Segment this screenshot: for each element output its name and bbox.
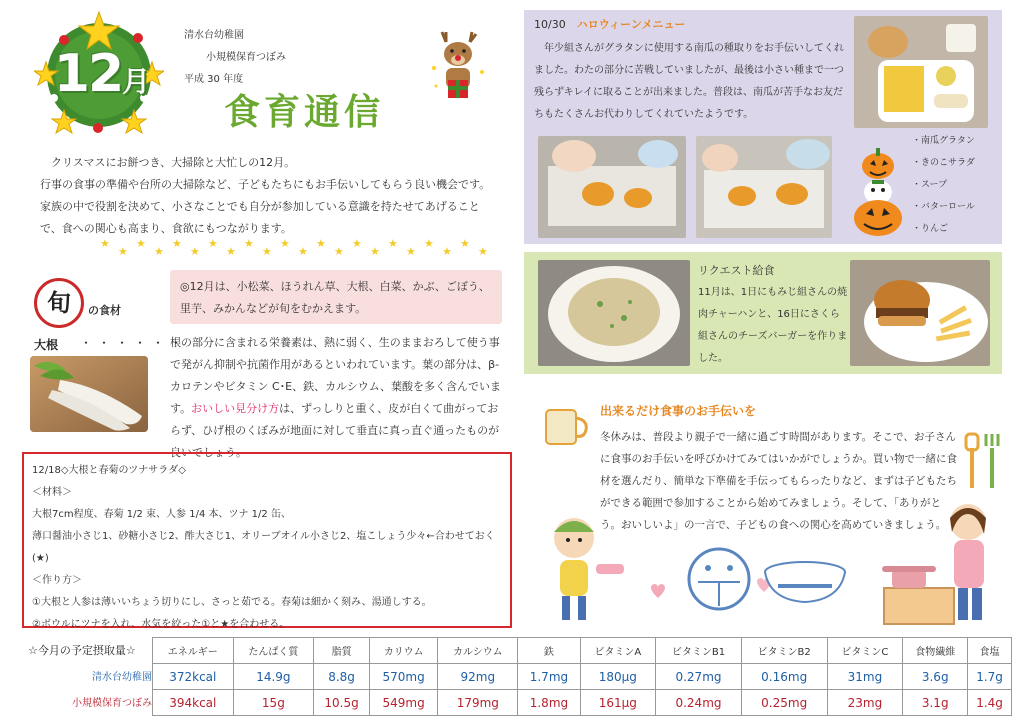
star-icon: ★ <box>244 238 254 250</box>
nutrient-header: エネルギー <box>153 638 234 664</box>
year-label: 平成 30 年度 <box>184 74 244 85</box>
nutrient-value: 394kcal <box>153 690 234 716</box>
halloween-section <box>524 10 1002 244</box>
mother-cooking-icon <box>878 500 1008 626</box>
intro-line: クリスマスにお餅つき、大掃除と大忙しの12月。 <box>40 156 296 169</box>
recipe-step: ②ボウルにツナを入れ、水気を絞った①と★を合わせる。 <box>32 619 290 630</box>
nutrient-value: 0.24mg <box>656 690 742 716</box>
nutrient-value: 1.8mg <box>518 690 580 716</box>
nutrient-value: 3.6g <box>903 664 968 690</box>
reindeer-icon <box>428 28 490 104</box>
star-icon: ★ <box>280 238 290 250</box>
school-name: 清水台幼稚園 <box>184 30 244 41</box>
page-title: 食育通信 <box>224 91 385 133</box>
nutrient-header: ビタミンA <box>580 638 656 664</box>
star-icon: ★ <box>226 245 236 258</box>
daikon-dots: ・・・・・・ <box>80 336 189 350</box>
table-row <box>153 690 1012 716</box>
nutrient-value: 0.25mg <box>741 690 827 716</box>
nutrient-header: ビタミンC <box>827 638 903 664</box>
recipe-materials-heading: ＜材料＞ <box>32 487 72 498</box>
star-icon: ★ <box>298 245 308 258</box>
nutrient-header: 脂質 <box>314 638 370 664</box>
seasonal-kanji-badge: 旬 <box>34 278 84 328</box>
pumpkin-seed-photo <box>538 136 686 238</box>
menu-item: ・南瓜グラタン <box>912 136 975 146</box>
menu-item: ・りんご <box>912 224 949 234</box>
nutrient-value: 15g <box>233 690 314 716</box>
row-label-nursery: 小規模保育つぼみ <box>72 698 152 709</box>
nutrient-value: 1.7mg <box>518 664 580 690</box>
row-label-kindergarten: 清水台幼稚園 <box>92 672 152 683</box>
nutrient-value: 180μg <box>580 664 656 690</box>
star-icon: ★ <box>406 245 416 258</box>
nutrient-header: 食塩 <box>968 638 1012 664</box>
help-body: 冬休みは、普段より親子で一緒に過ごす時間があります。そこで、お子さんに食事のお手伝いを呼びかけてみてはいかがでしょうか。買い物で一緒に食材を選んだり、簡単な下準備を手伝ってもらったりなど、まずは子どもたちができる範囲で参加することから始めてみましょう。そして、「ありがとう。おいしいよ」の一言で、子どもの食への関心を高めていきましょう。 <box>600 431 957 531</box>
star-icon: ★ <box>190 245 200 258</box>
seasonal-label: の食材 <box>88 304 121 317</box>
nutrient-value: 10.5g <box>314 690 370 716</box>
nutrient-header: 鉄 <box>518 638 580 664</box>
stars-decoration <box>92 238 492 264</box>
nutrient-value: 1.4g <box>968 690 1012 716</box>
nutrient-value: 8.8g <box>314 664 370 690</box>
intro-line: で、食への関心も高まり、食欲にもつながります。 <box>40 222 292 235</box>
daikon-highlight: おいしい見分け方 <box>191 402 280 415</box>
nutrient-value: 372kcal <box>153 664 234 690</box>
daikon-text-tail: は、ずっしりと重く、皮が白くて曲がっておらず、ひげ根のくぼみが地面に対して垂直に真っ直ぐ通ったものが良いでしょう。 <box>170 402 500 459</box>
table-header-row <box>153 638 1012 664</box>
nutrient-value: 0.16mg <box>741 664 827 690</box>
star-icon: ★ <box>478 245 488 258</box>
recipe-steps-heading: ＜作り方＞ <box>32 575 82 586</box>
nutrient-value: 14.9g <box>233 664 314 690</box>
star-icon: ★ <box>424 238 434 250</box>
daikon-description <box>170 332 506 464</box>
divided-plate-icon <box>686 546 752 612</box>
daikon-photo <box>30 356 148 432</box>
recipe-step: ①大根と人参は薄いいちょう切りにし、さっと茹でる。春菊は細かく刻み、湯通しする。 <box>32 597 432 608</box>
recipe-box <box>22 452 512 628</box>
nutrient-value: 570mg <box>370 664 438 690</box>
utensils-icon <box>962 430 1006 490</box>
request-lunch-section <box>524 252 1002 374</box>
star-icon: ★ <box>208 238 218 250</box>
cheeseburger-photo <box>850 260 990 366</box>
nutrient-value: 23mg <box>827 690 903 716</box>
star-icon: ★ <box>388 238 398 250</box>
nursery-name: 小規模保育つぼみ <box>206 52 286 63</box>
menu-item: ・スープ <box>912 180 948 190</box>
daikon-label: 大根 <box>34 338 59 352</box>
star-icon: ★ <box>334 245 344 258</box>
recipe-title: 12/18◇大根と春菊のツナサラダ◇ <box>32 465 186 476</box>
intro-line: 行事の食事の準備や台所の大掃除など、子どもたちにもお手伝いしてもらう良い機会です。 <box>40 178 491 191</box>
fried-rice-photo <box>538 260 690 366</box>
star-icon: ★ <box>100 238 110 250</box>
star-icon: ★ <box>118 245 128 258</box>
request-title: リクエスト給食 <box>698 264 775 277</box>
star-icon: ★ <box>460 238 470 250</box>
recipe-material-line: 大根7cm程度、春菊 1/2 束、人参 1/4 本、ツナ 1/2 缶、 <box>32 509 291 520</box>
nutrient-value: 161μg <box>580 690 656 716</box>
intro-paragraph <box>40 152 500 240</box>
nutrient-header: 食物繊維 <box>903 638 968 664</box>
menu-item: ・バターロール <box>912 202 975 212</box>
star-icon: ★ <box>154 245 164 258</box>
nutrient-value: 549mg <box>370 690 438 716</box>
nutrient-header: カルシウム <box>438 638 518 664</box>
halloween-title: 10/30 ハロウィーンメニュー <box>534 18 686 31</box>
nutrient-value: 179mg <box>438 690 518 716</box>
seasonal-info-box <box>170 270 502 324</box>
star-icon: ★ <box>370 245 380 258</box>
help-title: 出来るだけ食事のお手伝いを <box>600 404 757 418</box>
halloween-body: 年少組さんがグラタンに使用する南瓜の種取りをお手伝いしてくれました。わたの部分に苦戦していましたが、最後は小さい種まで一つ残らずキレイに取ることが出来ました。普段は、南瓜が苦手なお友だちもたくさんお代わりしてくれていたようです。 <box>534 43 844 120</box>
nutrient-value: 0.27mg <box>656 664 742 690</box>
nutrient-header: カリウム <box>370 638 438 664</box>
star-icon: ★ <box>316 238 326 250</box>
star-icon: ★ <box>442 245 452 258</box>
child-carrying-bowl-icon <box>538 510 638 626</box>
menu-item: ・きのこサラダ <box>912 158 975 168</box>
pumpkin-icon <box>850 146 906 238</box>
nutrient-value: 92mg <box>438 664 518 690</box>
nutrient-value: 1.7g <box>968 664 1012 690</box>
mug-icon <box>540 402 592 452</box>
seasonal-line: 里芋、みかんなどが旬をむかえます。 <box>180 302 367 315</box>
table-row <box>153 664 1012 690</box>
nutrient-header: ビタミンB2 <box>741 638 827 664</box>
pumpkin-seed-photo <box>696 136 832 238</box>
nutrient-header: たんぱく質 <box>233 638 314 664</box>
nutrient-header: ビタミンB1 <box>656 638 742 664</box>
daikon-text-main: 根の部分に含まれる栄養素は、熱に弱く、生のままおろして使う事で発がん抑制や抗菌作用があるといわれています。葉の部分は、β-カロテンやビタミン C･E、鉄、カルシウム、葉酸を多く含んでいます。 <box>170 336 502 415</box>
halloween-menu-photo <box>854 16 988 128</box>
intake-label: ☆今月の予定摂取量☆ <box>28 644 136 657</box>
star-icon: ★ <box>136 238 146 250</box>
nutrient-value: 3.1g <box>903 690 968 716</box>
nutrient-value: 31mg <box>827 664 903 690</box>
star-icon: ★ <box>262 245 272 258</box>
seasonal-line: ◎12月は、小松菜、ほうれん草、大根、白菜、かぶ、ごぼう、 <box>180 280 490 293</box>
month-number: 12月 <box>53 44 149 104</box>
halloween-menu-list <box>912 130 975 240</box>
star-icon: ★ <box>172 238 182 250</box>
nutrition-table <box>152 637 1012 716</box>
request-body: 11月は、1日にもみじ組さんの焼肉チャーハンと、16日にさくら組さんのチーズバーガーを作りました。 <box>698 287 848 364</box>
recipe-material-line: 薄口醤油小さじ1、砂糖小さじ2、酢大さじ1、オリーブオイル小さじ2、塩こしょう少々←合わせておく(★) <box>32 531 495 564</box>
star-icon: ★ <box>352 238 362 250</box>
intro-line: 家族の中で役割を決めて、小さなことでも自分が参加している意識を持たせてあげること <box>40 200 480 213</box>
bowl-icon <box>760 556 850 606</box>
